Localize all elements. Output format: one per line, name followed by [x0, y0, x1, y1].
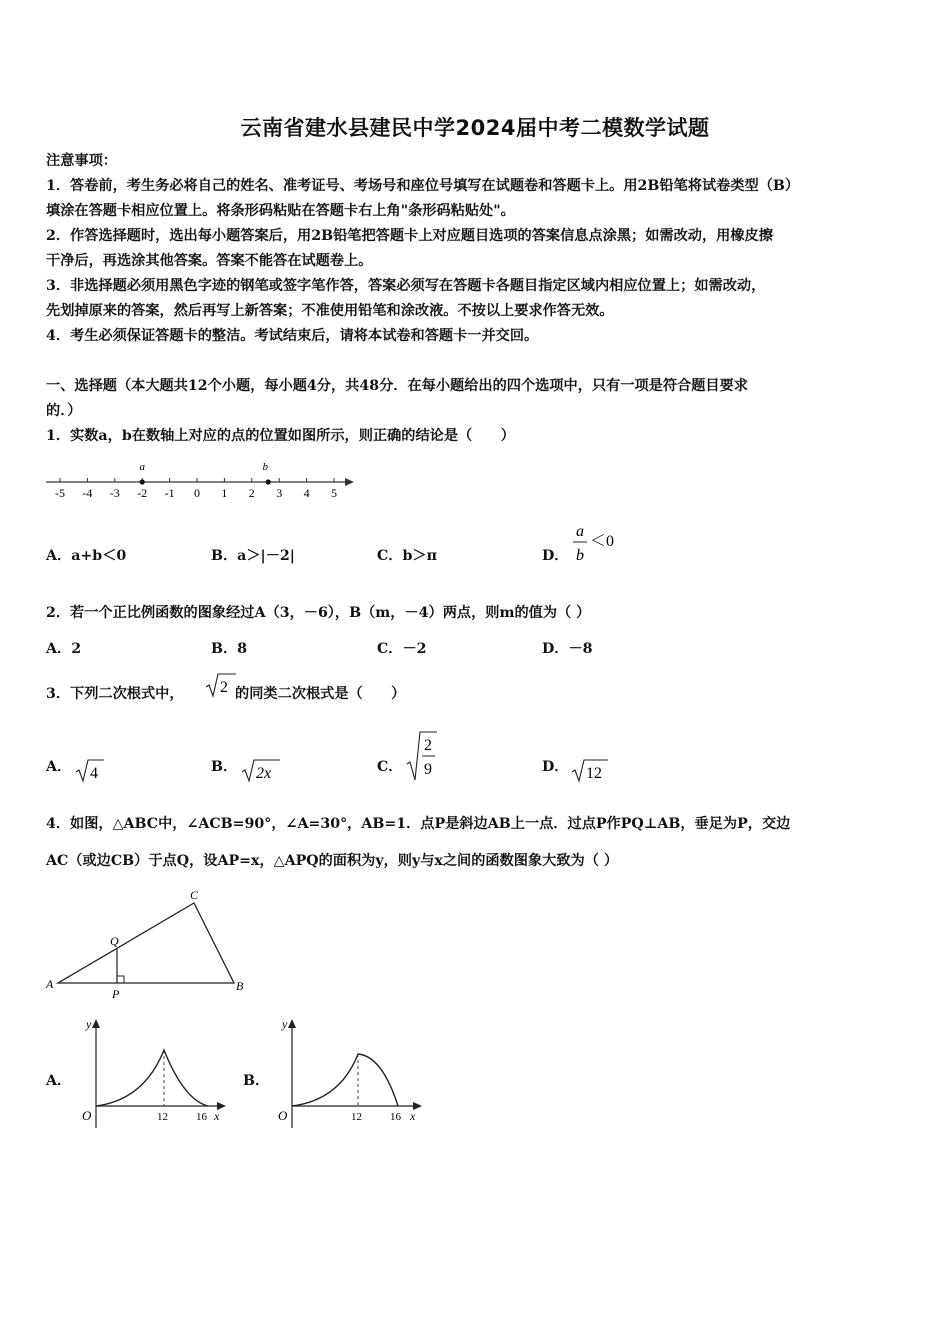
origin-label: O: [278, 1108, 288, 1123]
label-q: Q: [110, 934, 119, 948]
notice-line-2: 填涂在答题卡相应位置上。将条形码粘贴在答题卡右上角"条形码粘贴处"。: [46, 203, 515, 219]
q4-option-a-label: A．: [46, 1073, 72, 1089]
q3-option-a-radical: [74, 756, 114, 784]
q1-number-line: [40, 456, 370, 502]
tick-label: -4: [82, 486, 93, 500]
q4-stem-line-2: AC（或边CB）于点Q，设AP=x，△APQ的面积为y，则y与x之间的函数图象大致为（ ）: [46, 853, 619, 869]
q1-option-b: B．a＞|－2|: [211, 548, 295, 564]
fraction-numerator: a: [576, 523, 584, 540]
radicand: 4: [90, 765, 98, 782]
x-tick-16: 16: [196, 1111, 207, 1123]
q3-option-c-label: C．: [377, 759, 403, 775]
q3-stem-post: 的同类二次根式是（ ）: [235, 686, 406, 702]
radical-denominator: 9: [424, 761, 432, 778]
q4-triangle-figure: [40, 885, 250, 1005]
tick-label: 3: [276, 486, 283, 500]
q2-stem: 2．若一个正比例函数的图象经过A（3，－6），B（m，－4）两点，则m的值为（ ）: [46, 605, 591, 621]
q3-option-d-radical: [570, 756, 616, 784]
notice-heading: 注意事项：: [46, 153, 117, 169]
q3-option-b-radical: [240, 756, 290, 784]
q1-option-d-fraction: [568, 518, 628, 568]
label-a: A: [46, 977, 54, 991]
q3-option-d-label: D．: [542, 759, 569, 775]
notice-line-1: 1．答卷前，考生务必将自己的姓名、准考证号、考场号和座位号填写在试题卷和答题卡上。用2B铅笔将试卷类型（B）: [46, 178, 800, 194]
origin-label: O: [82, 1108, 92, 1123]
tick-label: 5: [331, 486, 337, 500]
notice-line-7: 4．考生必须保证答题卡的整洁。考试结束后，请将本试卷和答题卡一并交回。: [46, 328, 539, 344]
triangle-abc: [58, 903, 234, 983]
q4-option-b-label: B．: [243, 1073, 270, 1089]
q4-option-a-graph: [74, 1016, 228, 1134]
q1-option-a: A．a+b＜0: [46, 548, 127, 564]
page-title: 云南省建水县建民中学2024届中考二模数学试题: [240, 116, 710, 140]
point-b-label: b: [262, 461, 268, 473]
x-tick-12: 12: [157, 1111, 168, 1123]
x-tick-16: 16: [390, 1111, 401, 1123]
axis-x-label: x: [214, 1109, 220, 1123]
tick-label: 2: [248, 486, 255, 500]
axis-x-label: x: [410, 1109, 416, 1123]
tick-label: -5: [55, 486, 65, 500]
section-heading-line-1: 一、选择题（本大题共12个小题，每小题4分，共48分．在每小题给出的四个选项中，只有一项是符合题目要求: [46, 378, 748, 394]
q3-option-c-radical: [405, 728, 445, 784]
tick-label: -2: [137, 486, 148, 500]
point-a-label: a: [139, 461, 145, 473]
notice-line-6: 先划掉原来的答案，然后再写上新答案；不准使用铅笔和涂改液。不按以上要求作答无效。: [46, 303, 614, 319]
point-a: [140, 479, 145, 484]
axis-y-label: y: [86, 1017, 92, 1031]
notice-line-3: 2．作答选择题时，选出每小题答案后，用2B铅笔把答题卡上对应题目选项的答案信息点涂黑；如需改动，用橡皮擦: [46, 228, 773, 244]
radicand: 2x: [256, 765, 272, 782]
curve-b: [292, 1054, 398, 1106]
label-c: C: [190, 888, 199, 902]
tick-label: -1: [164, 486, 175, 500]
label-p: P: [112, 987, 120, 1001]
radicand: 2: [220, 679, 228, 696]
q3-option-a-label: A．: [46, 759, 72, 775]
section-heading-line-2: 的．）: [46, 403, 82, 419]
number-line-ticks: [55, 478, 337, 500]
notice-line-5: 3．非选择题必须用黑色字迹的钢笔或签字笔作答，答案必须写在答题卡各题目指定区域内相应位置上；如需改动，: [46, 278, 766, 294]
fraction-denominator: b: [576, 547, 584, 564]
label-b: B: [236, 979, 244, 993]
fraction-relation: ＜0: [590, 533, 615, 550]
q3-stem-radical: [204, 670, 238, 700]
q1-stem: 1．实数a，b在数轴上对应的点的位置如图所示，则正确的结论是（ ）: [46, 428, 515, 444]
q2-option-c: C．－2: [377, 641, 427, 657]
q3-stem-pre: 3．下列二次根式中，: [46, 686, 184, 702]
radicand: 12: [586, 765, 602, 782]
tick-label: 0: [194, 486, 200, 500]
point-b: [266, 479, 271, 484]
x-tick-12: 12: [351, 1111, 362, 1123]
q2-option-a: A．2: [46, 641, 82, 657]
q2-option-d: D．－8: [542, 641, 593, 657]
q3-option-b-label: B．: [211, 759, 238, 775]
axis-y-label: y: [282, 1017, 288, 1031]
tick-label: 1: [221, 486, 228, 500]
q1-option-c: C．b＞π: [377, 548, 437, 564]
q4-stem-line-1: 4．如图，△ABC中，∠ACB=90°，∠A=30°，AB=1．点P是斜边AB上一点．过点P作PQ⊥AB，垂足为P，交边: [46, 816, 791, 832]
curve-a: [96, 1050, 208, 1106]
q1-option-d-label: D．: [542, 548, 569, 564]
tick-label: 4: [303, 486, 310, 500]
tick-label: -3: [109, 486, 120, 500]
q4-option-b-graph: [270, 1016, 424, 1134]
right-angle-mark: [117, 976, 124, 983]
q2-option-b: B．8: [211, 641, 248, 657]
radical-numerator: 2: [424, 737, 432, 754]
notice-line-4: 干净后，再选涂其他答案。答案不能答在试题卷上。: [46, 253, 373, 269]
